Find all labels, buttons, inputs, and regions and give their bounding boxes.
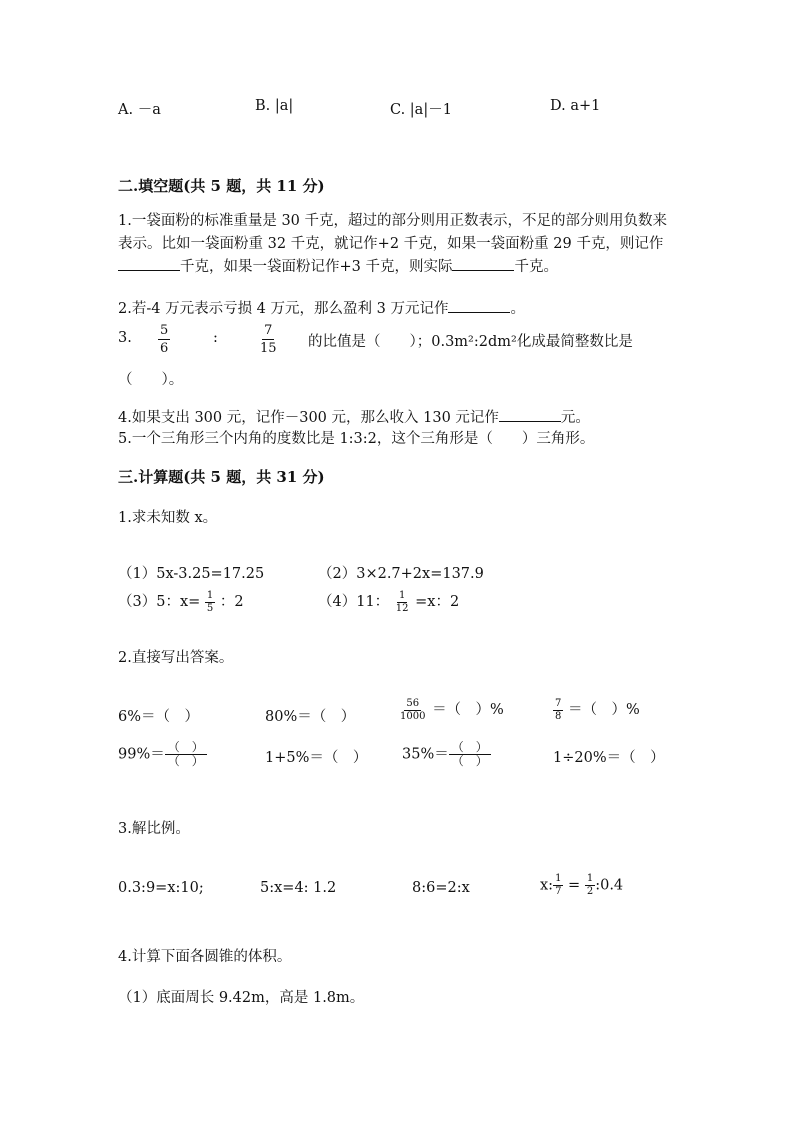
p4-f2-denominator: 2 (586, 886, 594, 897)
r2c1-numerator: （ ） (165, 741, 207, 755)
r1c3-denominator: 1000 (400, 710, 426, 722)
r2c1-denominator: （ ） (167, 754, 204, 768)
r2c3-denominator: （ ） (451, 754, 488, 768)
p4-f2-numerator: 1 (586, 873, 594, 884)
s2-q4-text-b: 元。 (560, 410, 590, 426)
proportion-1: 0.3:9=x:10; (118, 880, 204, 896)
answer-7-over-8 (553, 698, 640, 722)
s2-q3-colon: : (213, 330, 218, 346)
r1c4-text: ＝（ ）% (567, 702, 640, 718)
answer-99-percent (118, 741, 207, 768)
s2-q3-f2-denominator: 15 (260, 341, 277, 356)
s3-equation-2: （2）3×2.7+2x=137.9 (318, 566, 484, 582)
s2-q3-text-2: （ ）。 (118, 372, 184, 388)
s3-e3-denominator: 5 (206, 602, 214, 614)
s3-equation-4 (318, 590, 459, 614)
s2-q3-f1-denominator: 6 (160, 341, 169, 356)
s2-q2-blank (448, 311, 510, 313)
s3-e3-text-b: ：2 (219, 594, 244, 610)
p4-f1-numerator: 1 (555, 873, 562, 884)
p4-f1-denominator: 7 (555, 886, 562, 897)
s2-q3-fraction-2 (258, 324, 279, 355)
s3-e3-numerator: 1 (206, 589, 214, 601)
section3-title: 三.计算题(共 5 题，共 31 分) (118, 468, 325, 486)
option-c: C. |a|－1 (390, 102, 452, 118)
s3-q2-title: 2.直接写出答案。 (118, 650, 234, 666)
s2-q3-f2-numerator: 7 (264, 323, 273, 338)
answer-35-percent (402, 741, 491, 768)
s2-q3-f1-numerator: 5 (160, 323, 169, 338)
answer-6-percent: 6%＝（ ） (118, 709, 200, 725)
s2-q1-blank-2 (452, 269, 514, 271)
proportion-4 (540, 874, 623, 897)
s3-e4-text-b: =x：2 (415, 594, 460, 610)
r1c4-numerator: 7 (555, 697, 562, 709)
proportion-2: 5:x=4: 1.2 (260, 880, 337, 896)
p4-text-a: x: (540, 877, 554, 894)
s2-question-5: 5.一个三角形三个内角的度数比是 1:3:2，这个三角形是（ ）三角形。 (118, 431, 595, 447)
s3-e4-numerator: 1 (398, 589, 406, 601)
option-b: B. |a| (255, 98, 294, 114)
s2-q2-text-b: 。 (510, 301, 525, 317)
s3-e3-text-a: （3）5：x= (118, 594, 201, 610)
p4-equals: = (563, 877, 585, 894)
answer-1-div-20-percent: 1÷20%＝（ ） (553, 750, 665, 766)
s2-q4-blank (499, 420, 561, 422)
s3-equation-1: （1）5x-3.25=17.25 (118, 566, 265, 582)
s3-equation-3 (118, 590, 244, 614)
p4-text-b: :0.4 (595, 877, 624, 894)
s2-q1-text-b: 千克，如果一袋面粉记作+3 千克，则实际 (180, 259, 453, 275)
answer-80-percent: 80%＝（ ） (265, 709, 356, 725)
section2-title: 二.填空题(共 5 题，共 11 分) (118, 177, 325, 195)
r2c1-text: 99%＝ (118, 746, 165, 763)
s3-e4-text-a: （4）11： (318, 594, 390, 610)
s3-q4-sub-1: （1）底面周长 9.42m，高是 1.8m。 (118, 990, 365, 1006)
r1c3-numerator: 56 (406, 697, 420, 709)
option-d: D. a+1 (550, 98, 601, 114)
s2-q3-fraction-1 (158, 324, 170, 355)
s2-question-2 (118, 297, 525, 318)
s2-q1-text-a: 1.一袋面粉的标准重量是 30 千克，超过的部分则用正数表示，不足的部分则用负数来表示。比如一袋面粉重 32 千克，就记作+2 千克，如果一袋面粉重 29 千克，则记作 (118, 213, 668, 252)
s2-q1-blank-1 (118, 269, 180, 271)
s3-e4-denominator: 12 (395, 602, 409, 614)
answer-1-plus-5-percent: 1+5%＝（ ） (265, 750, 368, 766)
s2-q2-text-a: 2.若-4 万元表示亏损 4 万元，那么盈利 3 万元记作 (118, 301, 449, 317)
option-a: A. －a (118, 102, 161, 118)
r1c3-text: ＝（ ）% (432, 702, 504, 718)
s2-q3-text: 的比值是（ ）；0.3m²:2dm²化成最简整数比是 (308, 334, 633, 350)
s3-q4-title: 4.计算下面各圆锥的体积。 (118, 949, 292, 965)
s2-q4-text-a: 4.如果支出 300 元，记作－300 元，那么收入 130 元记作 (118, 410, 499, 426)
s2-q1-text-c: 千克。 (514, 259, 558, 275)
r2c3-numerator: （ ） (449, 741, 491, 755)
s3-q3-title: 3.解比例。 (118, 821, 190, 837)
s2-question-4 (118, 406, 590, 427)
s2-question-1 (118, 210, 678, 279)
r2c3-text: 35%＝ (402, 746, 449, 763)
s3-q1-title: 1.求未知数 x。 (118, 510, 218, 526)
answer-56-over-1000 (398, 698, 504, 722)
proportion-3: 8:6=2:x (412, 880, 470, 896)
s2-q3-number: 3. (118, 330, 132, 346)
r1c4-denominator: 8 (555, 710, 562, 722)
